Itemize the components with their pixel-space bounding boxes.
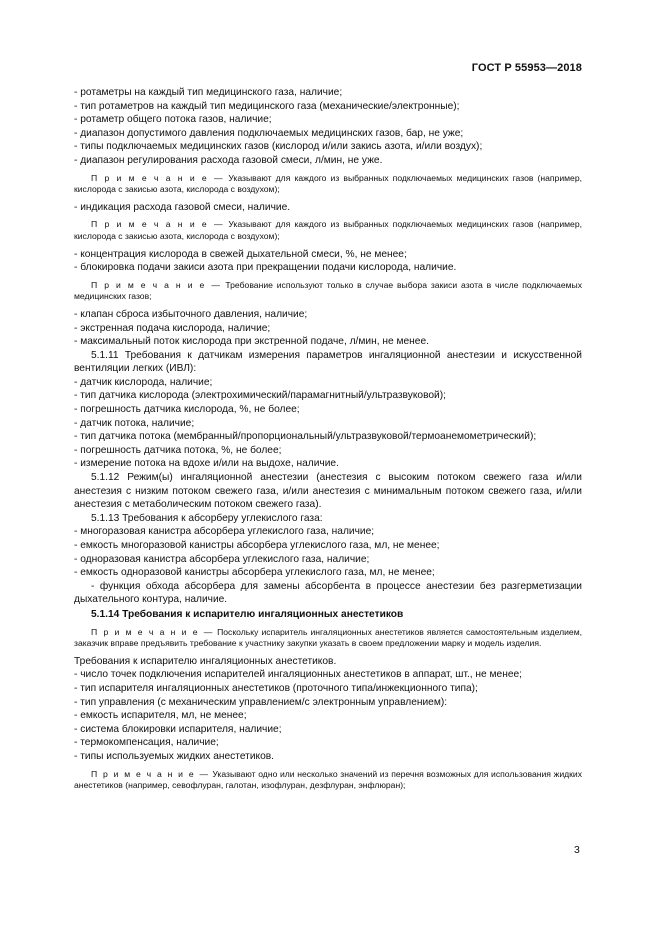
list-item: - блокировка подачи закиси азота при прекращении подачи кислорода, наличие. [74,262,457,274]
document-body [74,86,582,797]
note-label: П р и м е ч а н и е — [91,768,210,779]
list-item: - тип испарителя ингаляционных анестетиков (проточного типа/инжекционного типа); [74,682,478,694]
note-label: П р и м е ч а н и е — [91,279,222,290]
page-number: 3 [574,844,580,856]
list-item: - типы используемых жидких анестетиков. [74,750,274,762]
section-heading: 5.1.14 Требования к испарителю ингаляционных анестетиков [91,608,404,620]
list-item: - емкость одноразовой канистры абсорбера углекислого газа, мл, не менее; [74,567,435,579]
note-text: Указывают для каждого из выбранных подключаемых медицинских газов (например, кислорода с закисью азота, кислорода с воздухом); [74,219,582,241]
list-item: - одноразовая канистра абсорбера углекислого газа, наличие; [74,553,370,565]
list-item: - функция обхода абсорбера для замены абсорбента в процессе анестезии без разгерметизации дыхательного контура, наличие. [74,580,582,606]
list-item: - датчик потока, наличие; [74,417,195,429]
list-item: - типы подключаемых медицинских газов (кислород и/или закись азота, и/или воздух); [74,141,483,153]
section-paragraph: 5.1.11 Требования к датчикам измерения параметров ингаляционной анестезии и искусственной вентиляции легких (ИВЛ): [74,349,582,375]
list-item: - система блокировки испарителя, наличие; [74,723,282,735]
note-text: Указывают одно или несколько значений из перечня возможных для использования жидких анестетиков (например, севофлуран, галотан, изофлуран, дезфлуран, энфлюран); [74,768,582,791]
list-item: - тип датчика потока (мембранный/пропорциональный/ультразвуковой/термоанемометрический); [74,431,537,443]
list-item: - диапазон регулирования расхода газовой смеси, л/мин, не уже. [74,154,383,166]
list-item: - индикация расхода газовой смеси, наличие. [74,201,291,213]
list-item: - емкость испарителя, мл, не менее; [74,710,247,722]
list-item: - диапазон допустимого давления подключаемых медицинских газов, бар, не уже; [74,127,464,139]
note-text: Требование используют только в случае выбора закиси азота в числе подключаемых медицинских газов; [74,279,582,302]
list-item: - ротаметр общего потока газов, наличие; [74,114,272,126]
list-item: - число точек подключения испарителей ингаляционных анестетиков в аппарат, шт., не менее; [74,669,523,681]
note [74,280,582,303]
list-item: - экстренная подача кислорода, наличие; [74,322,271,334]
note-label: П р и м е ч а н и е — [91,219,225,230]
list-item: - емкость многоразовой канистры абсорбера углекислого газа, мл, не менее; [74,540,440,551]
list-item: - концентрация кислорода в свежей дыхательной смеси, %, не менее; [74,248,407,260]
intro-line: Требования к испарителю ингаляционных анестетиков. [74,655,337,667]
list-item: - измерение потока на вдохе и/или на выдохе, наличие. [74,458,339,470]
list-item: - погрешность датчика кислорода, %, не более; [74,404,300,416]
list-item: - погрешность датчика потока, %, не более; [74,444,282,456]
list-item: - датчик кислорода, наличие; [74,376,213,388]
note-label: П р и м е ч а н и е — [91,172,225,183]
section-paragraph: 5.1.13 Требования к абсорберу углекислого газа: [91,512,323,524]
list-item: - максимальный поток кислорода при экстренной подаче, л/мин, не менее. [74,336,429,348]
note [74,219,582,242]
standard-header: ГОСТ Р 55953—2018 [471,62,582,74]
list-item: - тип управления (с механическим управлением/с электронным управлением): [74,696,448,708]
list-item: - тип датчика кислорода (электрохимический/парамагнитный/ультразвуковой); [74,390,446,402]
list-item: - термокомпенсация, наличие; [74,737,219,749]
note [74,173,582,196]
section-paragraph: 5.1.12 Режим(ы) ингаляционной анестезии (анестезия с высоким потоком свежего газа и/или анестезия с низким потоком свежего газа, и/или анестезия с минимальным потоком свежего газа, и/или анестезия с метаболическим потоком свежего газа). [74,472,582,511]
note-label: П р и м е ч а н и е — [91,626,214,637]
note-text: Указывают для каждого из выбранных подключаемых медицинских газов (например, кислорода с закисью азота, кислорода с воздухом); [74,172,582,195]
list-item: - клапан сброса избыточного давления, наличие; [74,308,308,320]
note [74,627,582,650]
list-item: - ротаметры на каждый тип медицинского газа, наличие; [74,87,343,98]
list-item: - тип ротаметров на каждый тип медицинского газа (механические/электронные); [74,100,460,112]
note [74,769,582,792]
note-text: Поскольку испаритель ингаляционных анестетиков является самостоятельным изделием, заказчик вправе предъявить требование к участнику закупки указать в своем предложении марку и модель изделия. [74,626,582,649]
list-item: - многоразовая канистра абсорбера углекислого газа, наличие; [74,526,375,538]
